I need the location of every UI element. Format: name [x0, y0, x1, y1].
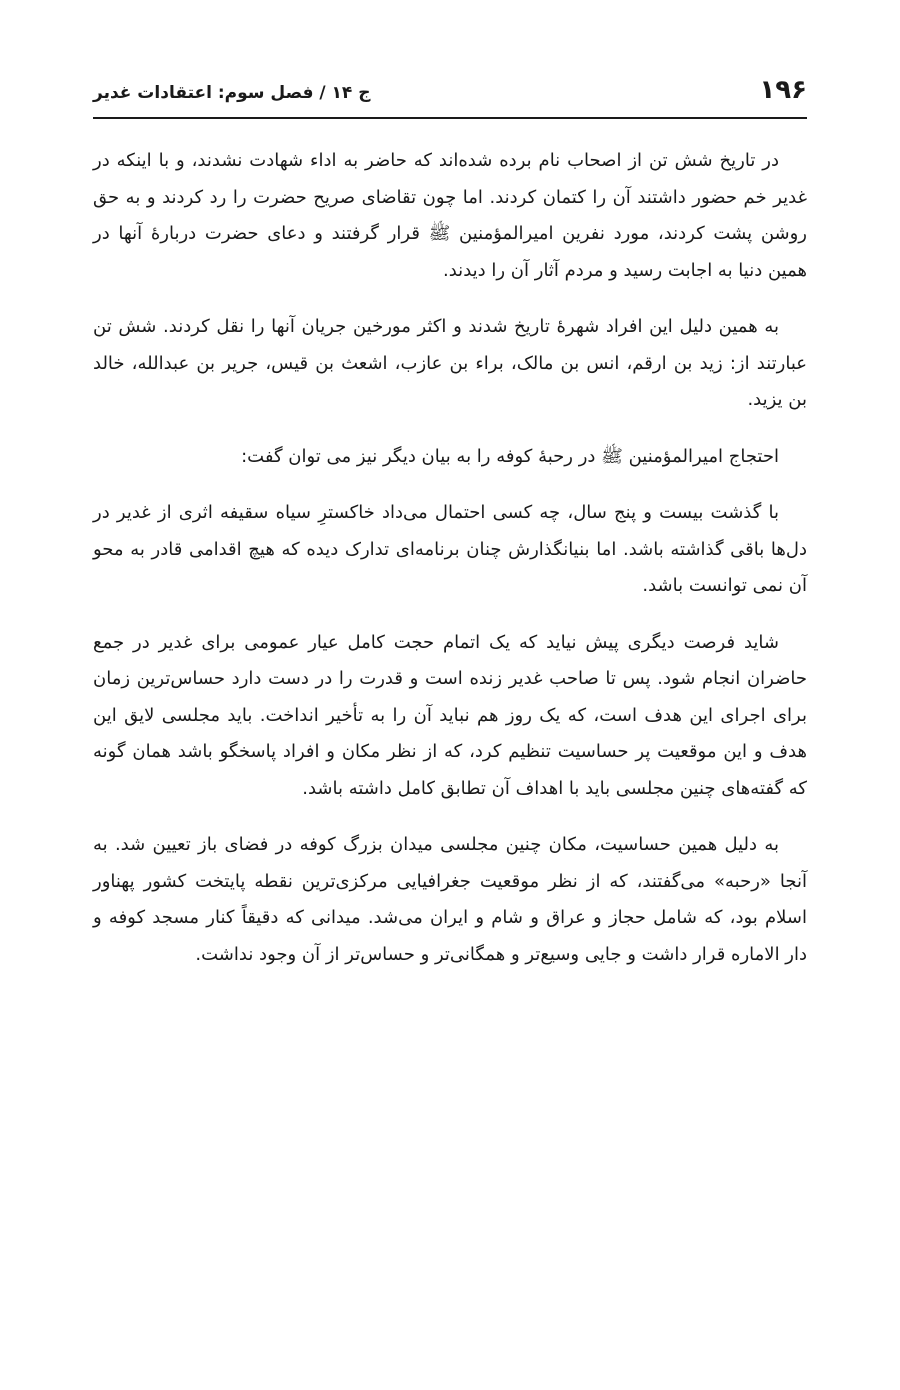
- paragraph-1: در تاریخ شش تن از اصحاب نام برده شده‌اند که حاضر به اداء شهادت نشدند، و با اینکه در غدیر خم حضور داشتند آن را کتمان کردند. اما چون تقاضای صریح حضرت را رد کردند و به حق روشن پشت کردند، مورد نفرین امیرالمؤمنین ﷺ قرار گرفتند و دعای حضرت دربارهٔ آنها در همین دنیا به اجابت رسید و مردم آثار آن را دیدند.: [93, 150, 807, 281]
- header-divider: [93, 117, 807, 119]
- paragraph-3: احتجاج امیرالمؤمنین ﷺ در رحبهٔ کوفه را به بیان دیگر نیز می توان گفت:: [241, 445, 779, 467]
- page-header: [93, 70, 807, 118]
- book-page: [93, 0, 807, 1390]
- paragraph-5: شاید فرصت دیگری پیش نیاید که یک اتمام حجت کامل عیار عمومی برای غدیر در جمع حاضران انجام شود. پس تا صاحب غدیر زنده است و قدرت را در دست دارد حساس‌ترین زمان برای اجرای این هدف است، که یک روز هم نباید آن را به تأخیر انداخت. باید مجلسی لایق این هدف و این موقعیت پر حساسیت تنظیم کرد، که از نظر مکان و افراد پاسخگو باشد همان گونه که گفته‌های چنین مجلسی باید با اهداف آن تطابق کامل داشته باشد.: [93, 631, 807, 799]
- paragraph-4: با گذشت بیست و پنج سال، چه کسی احتمال می‌داد خاکسترِ سیاه سقیفه اثری از غدیر در دل‌ها باقی گذاشته باشد. اما بنیانگذارش چنان برنامه‌ای تدارک دیده که هیچ اقدامی قادر به محو آن نمی توانست باشد.: [93, 502, 807, 596]
- page-body: [93, 143, 807, 993]
- page-number: ۱۹۶: [759, 75, 807, 105]
- running-title: ج ۱۴ / فصل سوم: اعتقادات غدیر: [93, 83, 371, 103]
- paragraph-6: به دلیل همین حساسیت، مکان چنین مجلسی میدان بزرگ کوفه در فضای باز تعیین شد. به آنجا «رحبه» می‌گفتند، که از نظر موقعیت جغرافیایی مرکزی‌ترین نقطه پایتخت کشور پهناور اسلام بود، که شامل حجاز و عراق و شام و ایران می‌شد. میدانی که دقیقاً کنار مسجد کوفه و دار الاماره قرار داشت و جایی وسیع‌تر و همگانی‌تر و حساس‌تر از آن وجود نداشت.: [93, 834, 807, 965]
- paragraph-2: به همین دلیل این افراد شهرهٔ تاریخ شدند و اکثر مورخین جریان آنها را نقل کردند. شش تن عبارتند از: زید بن ارقم، انس بن مالک، براء بن عازب، اشعث بن قیس، جریر بن عبدالله، خالد بن یزید.: [93, 316, 807, 410]
